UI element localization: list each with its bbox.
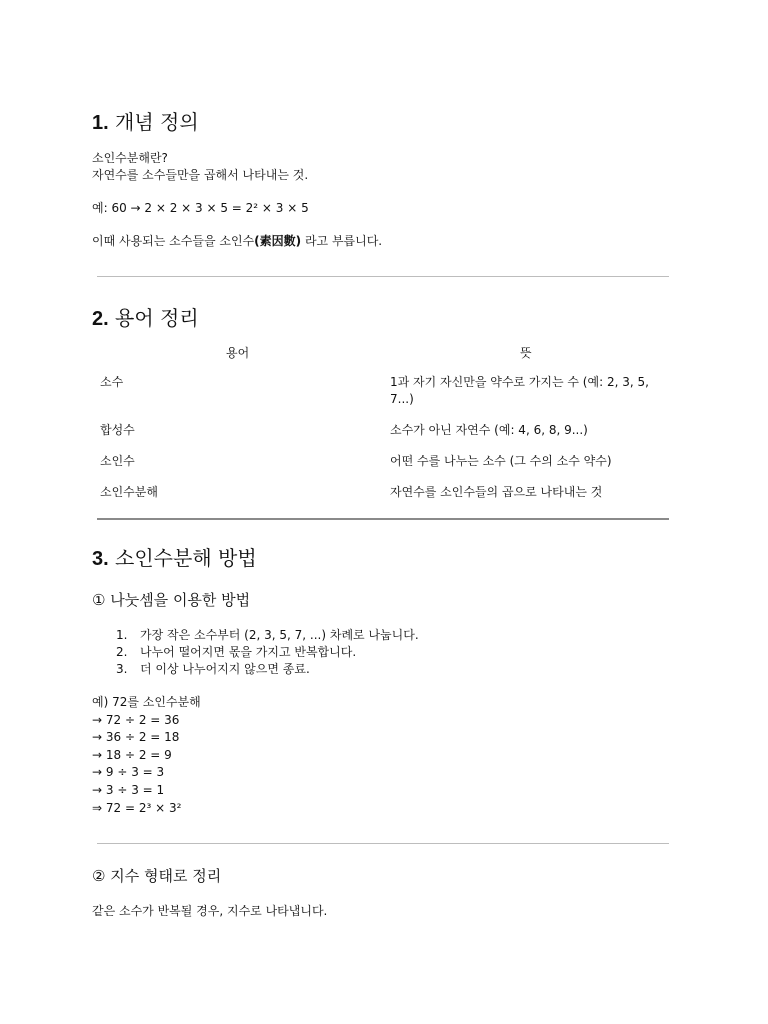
prime-factor-note [92,233,382,250]
example-result: ⇒ 72 = 2³ × 3² [92,800,182,815]
section-3-heading [92,546,257,571]
divider-2 [97,518,669,520]
example-line: → 36 ÷ 2 = 18 [92,730,180,745]
example-line: → 72 ÷ 2 = 36 [92,712,180,727]
divider-1 [97,276,669,277]
example-title: 예) 72를 소인수분해 [92,695,201,709]
section-2-heading [92,306,199,331]
header-meaning: 뜻 [520,346,532,360]
term-cell: 소인수 [100,454,135,468]
term-cell: 합성수 [100,423,135,437]
list-item [116,661,419,678]
step-number: 2. [116,645,128,659]
meaning-cell: 어떤 수를 나누는 소수 (그 수의 소수 약수) [390,454,612,468]
example-line: → 3 ÷ 3 = 1 [92,782,165,797]
list-item [116,644,419,661]
meaning-cell: 소수가 아닌 자연수 (예: 4, 6, 8, 9...) [390,423,588,437]
section-2-number: 2. [92,308,109,330]
meaning-cell: 자연수를 소인수들의 곱으로 나타내는 것 [390,485,603,499]
table-header [92,344,672,362]
step-text: 가장 작은 소수부터 (2, 3, 5, 7, ...) 차례로 나눕니다. [140,628,419,642]
example-line: → 18 ÷ 2 = 9 [92,747,172,762]
step-text: 더 이상 나누어지지 않으면 종료. [140,662,310,676]
term-cell: 소수 [100,375,124,389]
example-line: → 9 ÷ 3 = 3 [92,765,165,780]
term-cell: 소인수분해 [100,485,158,499]
method-1-steps [116,627,419,678]
step-number: 3. [116,662,128,676]
method-1-heading: ① 나눗셈을 이용한 방법 [92,591,251,609]
note-after: 라고 부릅니다. [301,234,383,248]
list-item [116,627,419,644]
definition-example: 예: 60 → 2 × 2 × 3 × 5 = 2² × 3 × 5 [92,201,309,215]
section-3-number: 3. [92,548,109,570]
note-hanja: (素因數) [254,234,302,248]
section-1-heading [92,110,199,135]
section-3-title: 소인수분해 방법 [115,546,257,570]
question-text: 소인수분해란? [92,151,168,165]
section-1-title: 개념 정의 [115,110,199,134]
step-number: 1. [116,628,128,642]
method-2-text: 같은 소수가 반복될 경우, 지수로 나타냅니다. [92,904,328,918]
divider-3 [97,843,669,844]
step-text: 나누어 떨어지면 몫을 가지고 반복합니다. [140,645,357,659]
note-before: 이때 사용되는 소수들을 소인수 [92,234,255,248]
method-2-heading: ② 지수 형태로 정리 [92,867,222,885]
definition-question [92,150,168,167]
section-1-number: 1. [92,112,109,134]
definition-text: 자연수를 소수들만을 곱해서 나타내는 것. [92,168,309,182]
meaning-cell: 1과 자기 자신만을 약수로 가지는 수 (예: 2, 3, 5, 7...) [390,375,649,406]
worked-example [92,694,201,817]
header-term: 용어 [226,346,250,360]
section-2-title: 용어 정리 [115,306,199,330]
